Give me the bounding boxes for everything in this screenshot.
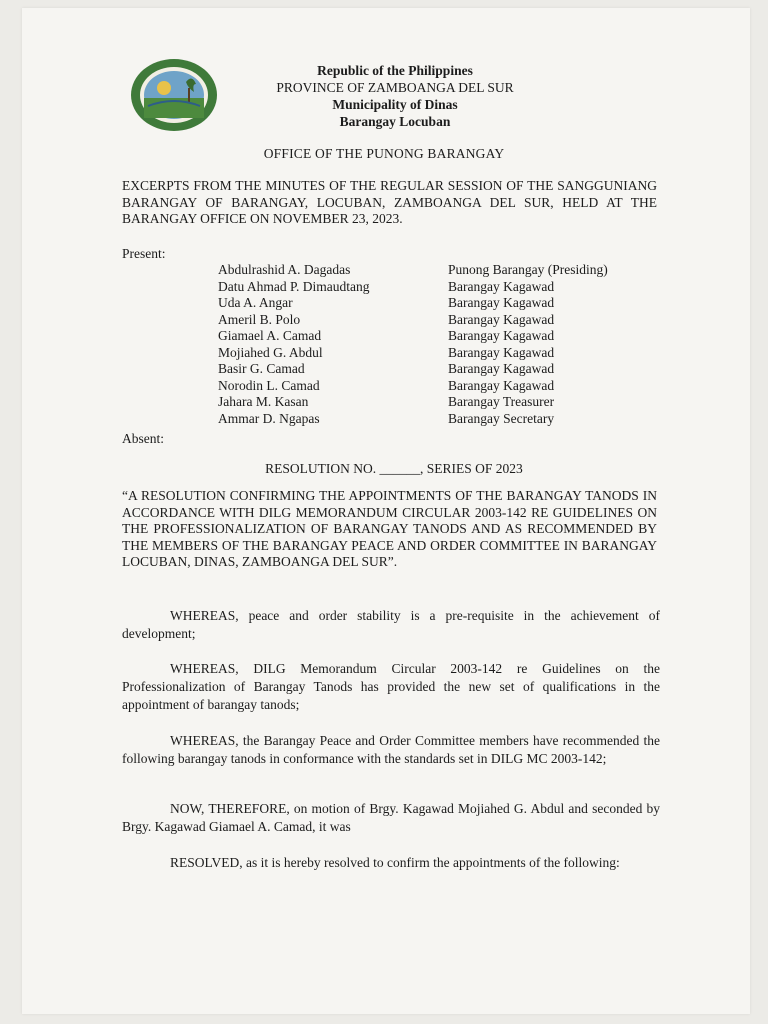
attendee-name: Norodin L. Camad	[218, 377, 320, 393]
attendee-row	[218, 394, 658, 411]
attendee-role: Barangay Kagawad	[448, 278, 555, 294]
attendee-name: Mojiahed G. Abdul	[218, 344, 323, 360]
attendee-name: Jahara M. Kasan	[218, 394, 309, 409]
attendee-role: Barangay Kagawad	[448, 311, 555, 327]
attendee-role: Barangay Kagawad	[448, 361, 555, 376]
attendee-role: Barangay Treasurer	[448, 394, 555, 409]
attendee-row	[218, 328, 658, 345]
paragraph-text: NOW, THEREFORE, on motion of Brgy. Kagawad Mojiahed G. Abdul and seconded by Brgy. Kagawad Giamael A. Camad, it was	[122, 801, 660, 834]
attendee-row	[218, 262, 658, 279]
republic-line: Republic of the Philippines	[317, 63, 473, 78]
barangay-seal-logo	[130, 58, 218, 132]
attendee-name: Ameril B. Polo	[218, 311, 301, 327]
attendee-name: Giamael A. Camad	[218, 328, 322, 343]
attendee-row	[218, 279, 658, 296]
now-therefore-paragraph	[122, 800, 660, 836]
attendee-row	[218, 378, 658, 395]
barangay-line: Barangay Locuban	[339, 114, 451, 129]
attendee-row	[218, 312, 658, 329]
paragraph-text: WHEREAS, peace and order stability is a pre-requisite in the achievement of development;	[122, 608, 660, 641]
paragraph-text: RESOLVED, as it is hereby resolved to confirm the appointments of the following:	[170, 855, 620, 870]
attendee-name: Basir G. Camad	[218, 361, 305, 376]
municipality-line: Municipality of Dinas	[332, 97, 458, 112]
attendee-role: Punong Barangay (Presiding)	[448, 262, 608, 277]
attendee-role: Barangay Kagawad	[448, 328, 555, 343]
present-label: Present:	[122, 246, 166, 261]
office-title: OFFICE OF THE PUNONG BARANGAY	[263, 146, 505, 161]
whereas-paragraph-2	[122, 660, 660, 714]
resolution-number: RESOLUTION NO. ______, SERIES OF 2023	[265, 461, 523, 476]
attendee-role: Barangay Secretary	[448, 410, 555, 426]
attendee-role: Barangay Kagawad	[448, 344, 555, 360]
attendee-row	[218, 411, 658, 428]
paragraph-text: WHEREAS, the Barangay Peace and Order Committee members have recommended the following barangay tanods in conformance with the standards set in DILG MC 2003-142;	[122, 733, 660, 766]
attendee-name: Uda A. Angar	[218, 295, 293, 310]
whereas-paragraph-1	[122, 607, 660, 643]
letterhead	[230, 62, 560, 130]
whereas-paragraph-3	[122, 732, 660, 768]
resolved-paragraph	[122, 854, 660, 872]
attendee-name: Datu Ahmad P. Dimaudtang	[218, 278, 370, 294]
paragraph-text: WHEREAS, DILG Memorandum Circular 2003-142 re Guidelines on the Professionalization of Barangay Tanods has provided the new set of qualifications in the appointment of barangay tanods;	[122, 661, 660, 712]
attendee-row	[218, 345, 658, 362]
attendee-name: Abdulrashid A. Dagadas	[218, 262, 351, 277]
attendee-role: Barangay Kagawad	[448, 377, 555, 393]
attendee-row	[218, 295, 658, 312]
attendee-role: Barangay Kagawad	[448, 295, 555, 310]
absent-label: Absent:	[122, 431, 164, 446]
excerpts-heading: EXCERPTS FROM THE MINUTES OF THE REGULAR SESSION OF THE SANGGUNIANG BARANGAY OF BARANGAY, LOCUBAN, ZAMBOANGA DEL SUR, HELD AT THE BARANGAY OFFICE ON NOVEMBER 23, 2023.	[122, 178, 657, 226]
attendee-name: Ammar D. Ngapas	[218, 410, 320, 426]
attendee-list	[218, 262, 658, 427]
resolution-title: “A RESOLUTION CONFIRMING THE APPOINTMENTS OF THE BARANGAY TANODS IN ACCORDANCE WITH DILG MEMORANDUM CIRCULAR 2003-142 RE GUIDELINES ON THE PROFESSIONALIZATION OF BARANGAY TANODS AND AS RECOMMENDED BY THE MEMBERS OF THE BARANGAY PEACE AND ORDER COMMITTEE IN BARANGAY LOCUBAN, DINAS, ZAMBOANGA DEL SUR”.	[122, 488, 657, 569]
attendee-row	[218, 361, 658, 378]
province-line: PROVINCE OF ZAMBOANGA DEL SUR	[276, 80, 514, 95]
